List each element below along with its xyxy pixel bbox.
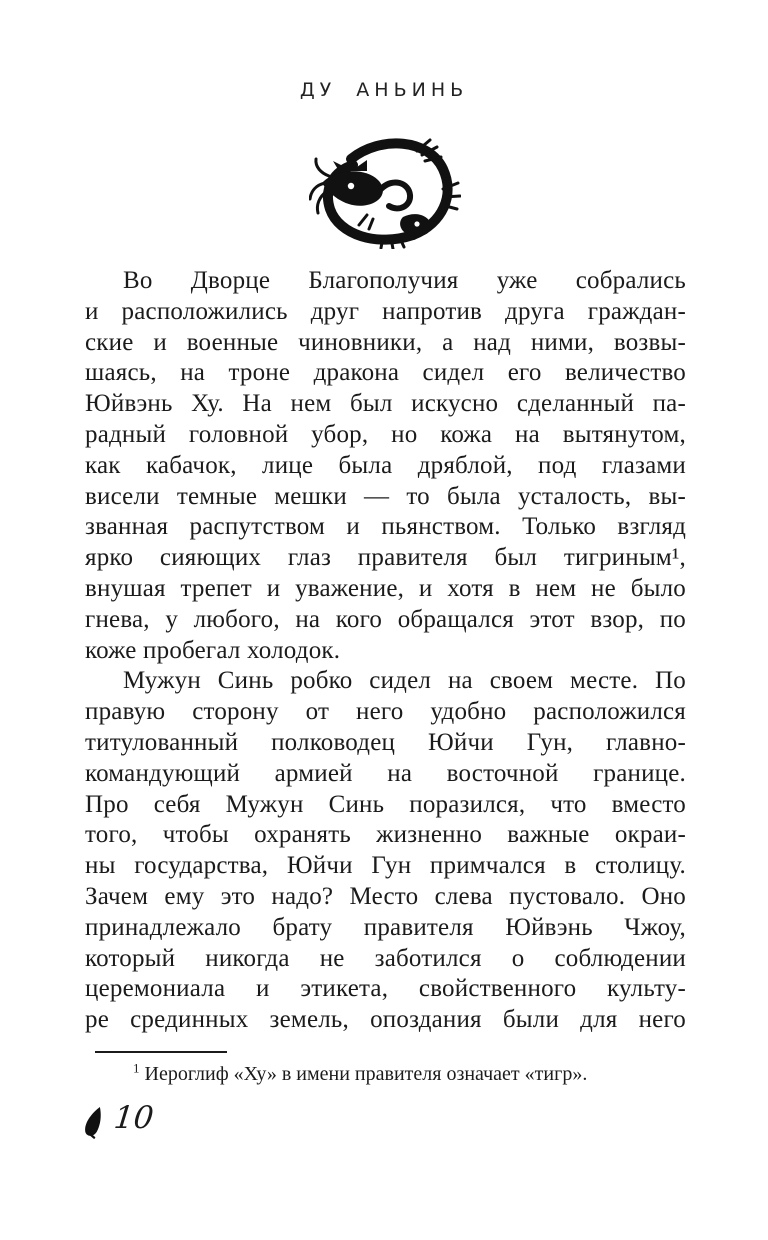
text-line: радный головной убор, но кожа на вытянутом, — [85, 420, 686, 448]
text-line: внушая трепет и уважение, и хотя в нем не было — [85, 574, 686, 602]
text-line: гнева, у любого, на кого обращался этот взор, по — [85, 605, 686, 633]
text-line: принадлежало брату правителя Юйвэнь Чжоу, — [85, 913, 686, 941]
text-line: висели темные мешки — то была усталость, вы- — [85, 482, 686, 510]
text-line: Во Дворце Благополучия уже собрались — [123, 267, 686, 294]
text-line: правую сторону от него удобно расположился — [85, 698, 686, 726]
text-line: того, чтобы охранять жизненно важные окраи- — [85, 821, 686, 849]
text-line: Про себя Мужун Синь поразился, что вместо — [85, 790, 686, 818]
text-line: Мужун Синь робко сидел на своем месте. По — [123, 667, 686, 695]
text-line: как кабачок, лице была дряблой, под глазами — [85, 451, 686, 479]
page-footer — [84, 1095, 156, 1141]
text-line: который никогда не заботился о соблюдении — [85, 944, 686, 972]
footnote — [85, 1061, 686, 1087]
text-line: и расположились друг напротив друга граждан- — [85, 297, 686, 325]
text-line: коже пробегал холодок. — [85, 636, 341, 664]
text-line: Юйвэнь Ху. На нем был искусно сделанный па- — [85, 390, 686, 418]
double-dragon-ornament-icon — [309, 131, 461, 249]
text-line: шаясь, на троне дракона сидел его величество — [85, 359, 686, 387]
footnote-text: Иероглиф «Ху» в имени правителя означает «тигр». — [144, 1063, 588, 1085]
text-line: ские и военные чиновники, а над ними, возвы- — [85, 328, 686, 356]
text-line: титулованный полководец Юйчи Гун, главно- — [85, 728, 686, 756]
text-line: командующий армией на восточной границе. — [85, 759, 686, 787]
footnote-separator — [95, 1051, 227, 1053]
text-line: званная распутством и пьянством. Только взгляд — [85, 513, 686, 541]
text-line: ярко сияющих глаз правителя был тигриным¹, — [85, 544, 686, 572]
text-line: ны государства, Юйчи Гун примчался в столицу. — [85, 852, 686, 880]
text-line: ре срединных земель, опоздания были для него — [85, 1006, 686, 1034]
text-line: Зачем ему это надо? Место слева пустовало. Оно — [85, 882, 686, 910]
leaf-brush-stroke-icon — [84, 1105, 106, 1139]
footnote-marker: 1 — [133, 1060, 140, 1076]
text-line: церемониала и этикета, свойственного культу- — [85, 975, 686, 1003]
page-number: 10 — [112, 1100, 156, 1136]
running-head-author: ДУ АНЬИНЬ — [299, 79, 469, 101]
body-text — [85, 266, 686, 1036]
